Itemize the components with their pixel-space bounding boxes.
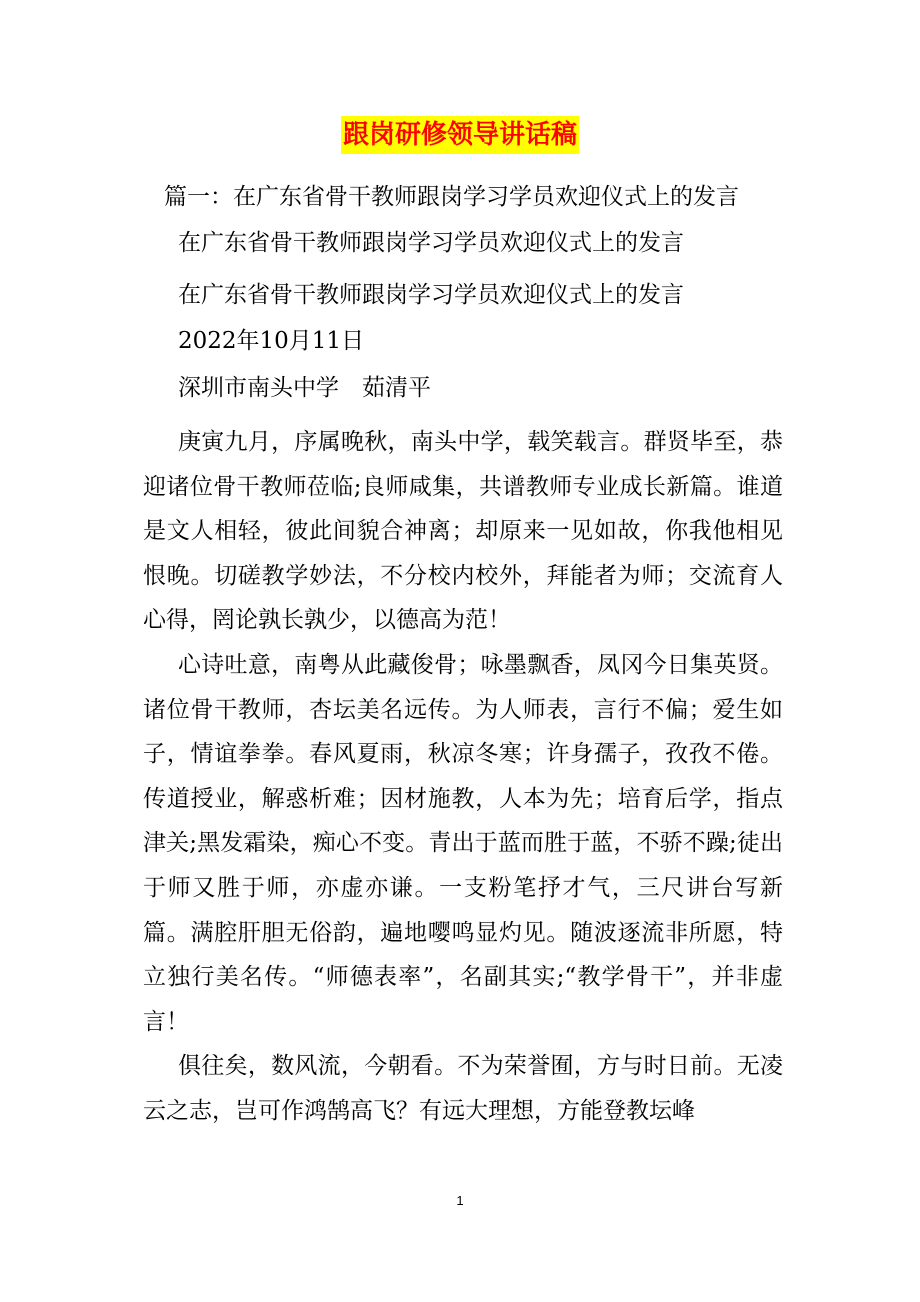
paragraph: 庚寅九月，序属晚秋，南头中学，载笑载言。群贤毕至，恭迎诸位骨干教师莅临;良师咸集，共谱教师专业成长新篇。谁道是文人相轻，彼此间貌合神离；却原来一见如故，你我他相见恨晚。切磋教学妙法，不分校内校外，拜能者为师；交流育人心得，罔论孰长孰少，以德高为范！ — [143, 429, 783, 634]
speech-body — [143, 420, 783, 1134]
speech-date: 2022年10月11日 — [178, 328, 365, 354]
paragraph: 俱往矣，数风流，今朝看。不为荣誉囿，方与时日前。无凌云之志，岂可作鸿鹄高飞？有远大理想，方能登教坛峰 — [143, 1053, 783, 1124]
paragraph: 心诗吐意，南粤从此藏俊骨；咏墨飘香，凤冈今日集英贤。诸位骨干教师，杏坛美名远传。为人师表，言行不偏；爱生如子，情谊拳拳。春风夏雨，秋凉冬寒；许身孺子，孜孜不倦。传道授业，解惑析难；因材施教，人本为先；培育后学，指点津关;黑发霜染，痴心不变。青出于蓝而胜于蓝，不骄不躁;徒出于师又胜于师，亦虚亦谦。一支粉笔抒才气，三尺讲台写新篇。满腔肝胆无俗韵，遍地嘤鸣显灼见。随波逐流非所愿，特立独行美名传。“师德表率”，名副其实;“教学骨干”，并非虚言！ — [143, 651, 783, 1035]
speech-author: 深圳市南头中学 茹清平 — [178, 375, 431, 401]
speech-subtitle-2: 在广东省骨干教师跟岗学习学员欢迎仪式上的发言 — [178, 282, 684, 308]
title-container — [0, 116, 920, 154]
speech-subtitle-1: 在广东省骨干教师跟岗学习学员欢迎仪式上的发言 — [178, 230, 684, 256]
page-number: 1 — [456, 1193, 464, 1208]
document-title: 跟岗研修领导讲话稿 — [341, 116, 579, 154]
section-heading: 篇一：在广东省骨干教师跟岗学习学员欢迎仪式上的发言 — [164, 184, 739, 210]
